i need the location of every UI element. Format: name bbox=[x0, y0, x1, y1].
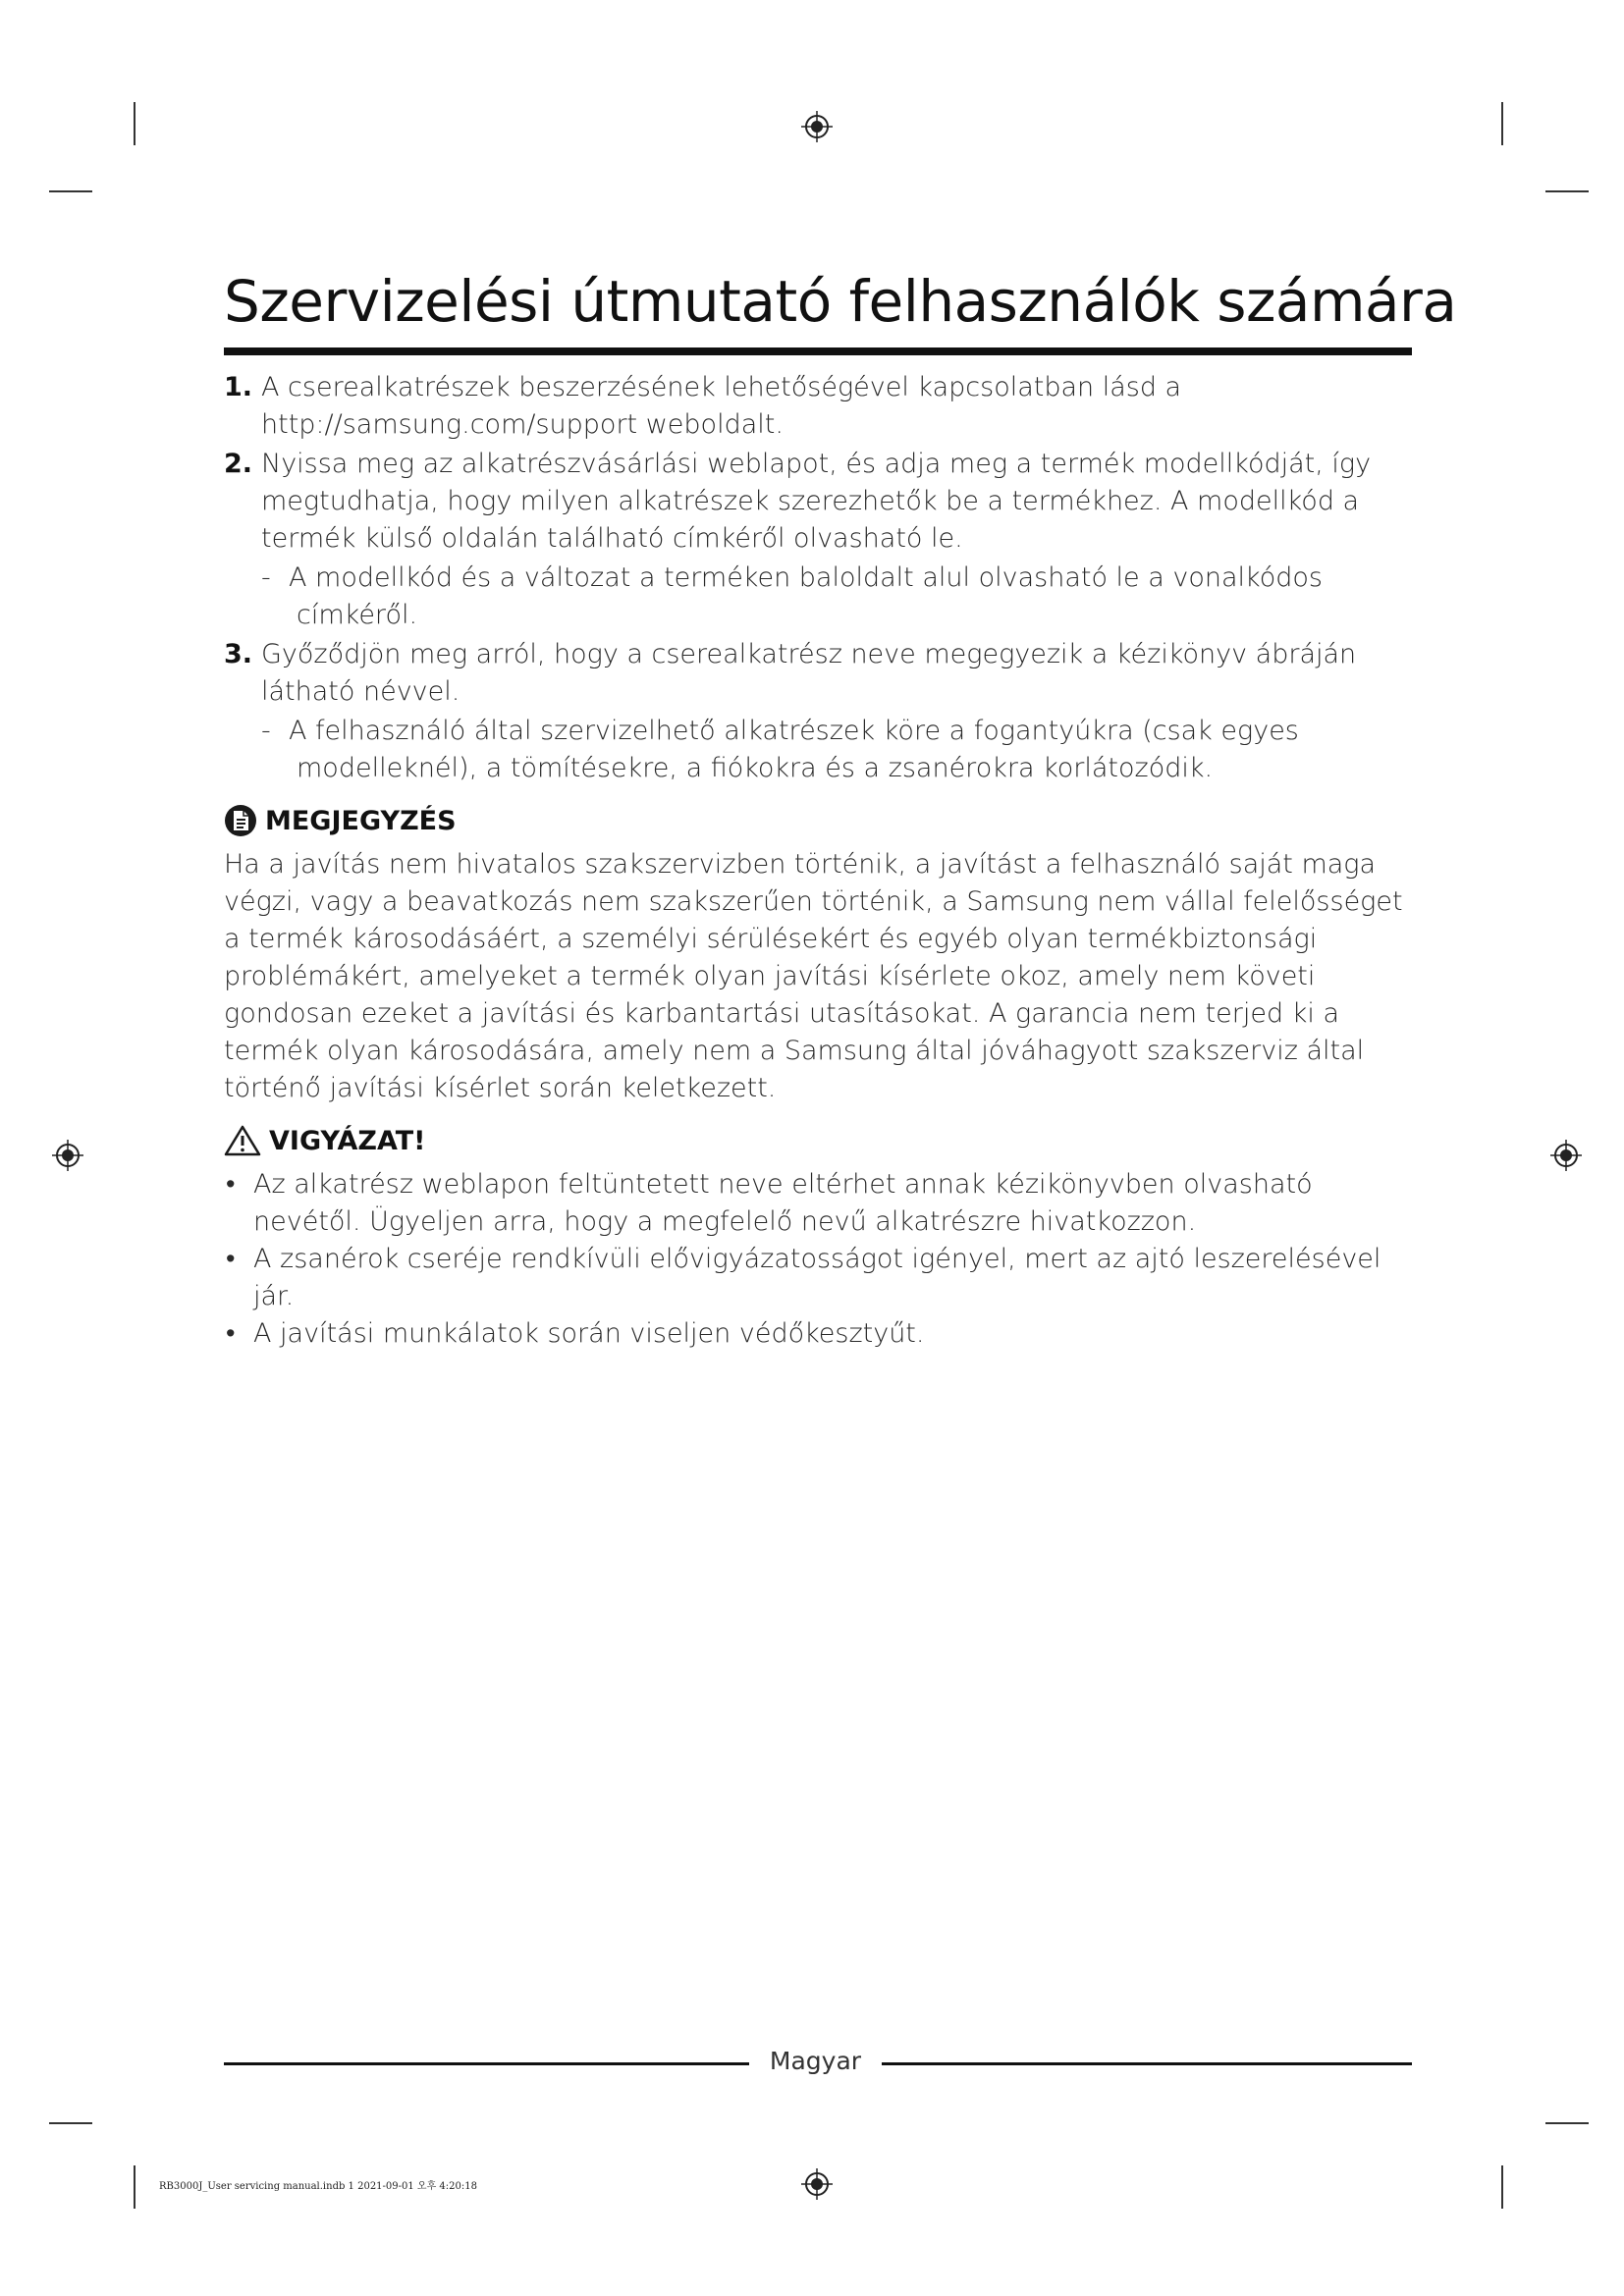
footer-language: Magyar bbox=[769, 2047, 862, 2075]
footer-rule-right bbox=[882, 2062, 1412, 2065]
note-label: MEGJEGYZÉS bbox=[265, 805, 457, 836]
step-text: Győződjön meg arról, hogy a cserealkatrész neve megegyezik a kézikönyv ábráján látható névvel. bbox=[261, 639, 1357, 707]
caution-text: A zsanérok cseréje rendkívüli elővigyázatosságot igényel, mert az ajtó leszerelésével jár. bbox=[253, 1244, 1381, 1311]
bullet-marker: • bbox=[226, 1318, 236, 1349]
step-number: 1. bbox=[224, 372, 253, 402]
page-title: Szervizelési útmutató felhasználók számára bbox=[224, 268, 1457, 335]
registration-mark-bottom-icon bbox=[800, 2167, 834, 2201]
step-sub-item bbox=[224, 560, 1412, 634]
caution-item bbox=[224, 1241, 1412, 1315]
caution-heading bbox=[224, 1121, 1412, 1160]
caution-item bbox=[224, 1166, 1412, 1241]
crop-mark-bottom-right-v bbox=[1501, 2165, 1503, 2209]
crop-mark-top-left-h bbox=[49, 190, 92, 192]
caution-list bbox=[224, 1166, 1412, 1353]
title-rule bbox=[224, 347, 1412, 355]
print-slug: RB3000J_User servicing manual.indb 1 2021-09-01 오후 4:20:18 bbox=[159, 2181, 477, 2192]
page-footer bbox=[224, 2042, 1412, 2081]
footer-rule-left bbox=[224, 2062, 749, 2065]
registration-mark-top-icon bbox=[800, 110, 834, 143]
caution-label: VIGYÁZAT! bbox=[269, 1125, 426, 1156]
note-text: Ha a javítás nem hivatalos szakszervizben történik, a javítást a felhasználó saját maga végzi, vagy a beavatkozás nem szakszerűen történik, a Samsung nem vállal felelősséget a termék károsodásáért, a személyi sérülésekért és egyéb olyan termékbiztonsági problémákért, amelyeket a termék olyan javítási kísérlete okoz, amely nem követi gondosan ezeket a javítási és karbantartási utasításokat. A garancia nem terjed ki a termék olyan károsodására, amely nem a Samsung által jóváhagyott szakszerviz által történő javítási kísérlet során keletkezett. bbox=[224, 849, 1403, 1103]
crop-mark-top-right-v bbox=[1501, 102, 1503, 145]
step-number: 3. bbox=[224, 639, 253, 669]
step-item bbox=[224, 446, 1412, 558]
registration-mark-right-icon bbox=[1549, 1139, 1583, 1172]
step-item bbox=[224, 636, 1412, 711]
warning-triangle-icon bbox=[224, 1124, 261, 1157]
crop-mark-bottom-left-h bbox=[49, 2122, 92, 2124]
crop-mark-bottom-right-h bbox=[1545, 2122, 1589, 2124]
caution-text: Az alkatrész weblapon feltüntetett neve eltérhet annak kézikönyvben olvasható nevétől. Ügyeljen arra, hogy a megfelelő nevű alkatrészre hivatkozzon. bbox=[253, 1169, 1313, 1237]
registration-mark-left-icon bbox=[51, 1139, 84, 1172]
caution-item bbox=[224, 1315, 1412, 1353]
bullet-marker: • bbox=[226, 1169, 236, 1200]
note-icon bbox=[224, 804, 257, 837]
step-number: 2. bbox=[224, 449, 253, 479]
bullet-marker: • bbox=[226, 1244, 236, 1274]
step-text: A cserealkatrészek beszerzésének lehetőségével kapcsolatban lásd a http://samsung.com/support weboldalt. bbox=[261, 372, 1182, 440]
steps-list bbox=[224, 369, 1412, 787]
page-content bbox=[224, 263, 1457, 1353]
step-item bbox=[224, 369, 1412, 444]
step-sub-text: A felhasználó által szervizelhető alkatrészek köre a fogantyúkra (csak egyes modelleknél), a tömítésekre, a fiókokra és a zsanérokra korlátozódik. bbox=[289, 716, 1299, 783]
step-sub-item bbox=[224, 713, 1412, 787]
step-sub-text: A modellkód és a változat a terméken baloldalt alul olvasható le a vonalkódos címkéről. bbox=[289, 562, 1323, 630]
caution-text: A javítási munkálatok során viseljen védőkesztyűt. bbox=[253, 1318, 925, 1349]
note-heading bbox=[224, 801, 1412, 840]
crop-mark-top-right-h bbox=[1545, 190, 1589, 192]
crop-mark-bottom-left-v bbox=[134, 2165, 135, 2209]
dash-marker: - bbox=[261, 716, 271, 746]
dash-marker: - bbox=[261, 562, 271, 593]
crop-mark-top-left-v bbox=[134, 102, 135, 145]
step-text: Nyissa meg az alkatrészvásárlási weblapot, és adja meg a termék modellkódját, így megtudhatja, hogy milyen alkatrészek szerezhetők be a termékhez. A modellkód a termék külső oldalán található címkéről olvasható le. bbox=[261, 449, 1372, 554]
